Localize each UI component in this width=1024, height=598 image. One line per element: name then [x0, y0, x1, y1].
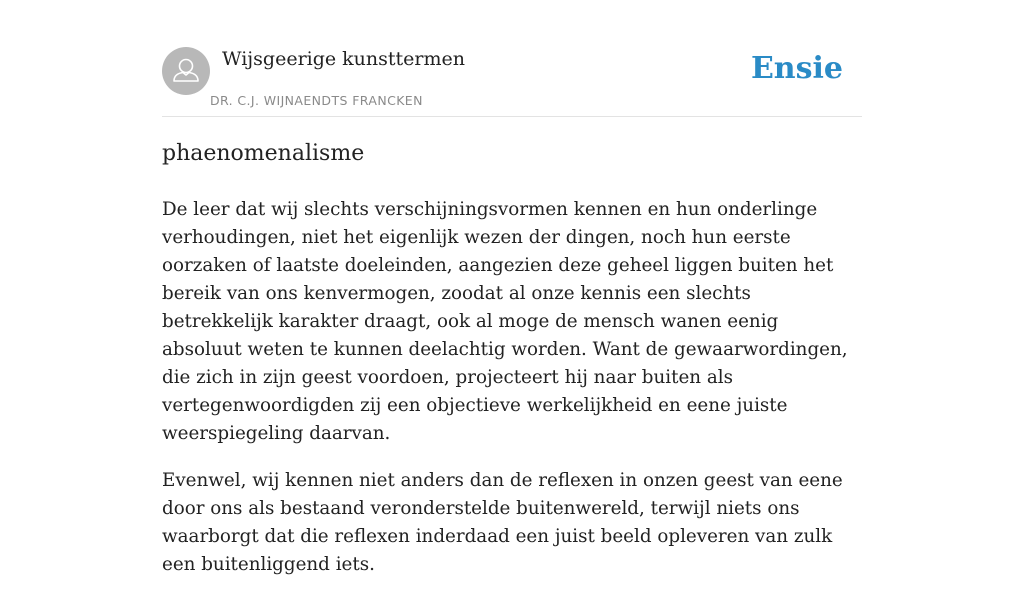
definition-paragraph: Evenwel, wij kennen niet anders dan de reflexen in onzen geest van eene door ons als bestaand veronderstelde buitenwereld, terwijl niets ons waarborgt dat die reflexen inderdaad een juist beeld opleveren van zulk een buitenliggend iets. — [162, 470, 843, 575]
article — [162, 136, 862, 598]
ensie-logo[interactable]: Ensie — [750, 51, 843, 86]
term-title: phaenomenalisme — [162, 141, 365, 166]
user-silhouette-icon — [162, 47, 210, 95]
page-header — [162, 45, 862, 117]
author-avatar[interactable] — [162, 47, 210, 95]
definition-paragraph: De leer dat wij slechts verschijningsvormen kennen en hun onderlinge verhoudingen, niet het eigenlijk wezen der dingen, noch hun eerste oorzaken of laatste doeleinden, aangezien deze geheel liggen buiten het bereik van ons kenvermogen, zoodat al onze kennis een slechts betrekkelijk karakter draagt, ook al moge de mensch wanen eenig absoluut weten te kunnen deelachtig worden. Want de gewaarwordingen, die zich in zijn geest voordoen, projecteert hij naar buiten als vertegenwoordigden zij een objectieve werkelijkheid en eene juiste weerspiegeling daarvan. — [162, 199, 848, 444]
book-title[interactable]: Wijsgeerige kunsttermen — [222, 48, 466, 70]
author-name[interactable]: DR. C.J. WIJNAENDTS FRANCKEN — [210, 93, 423, 108]
